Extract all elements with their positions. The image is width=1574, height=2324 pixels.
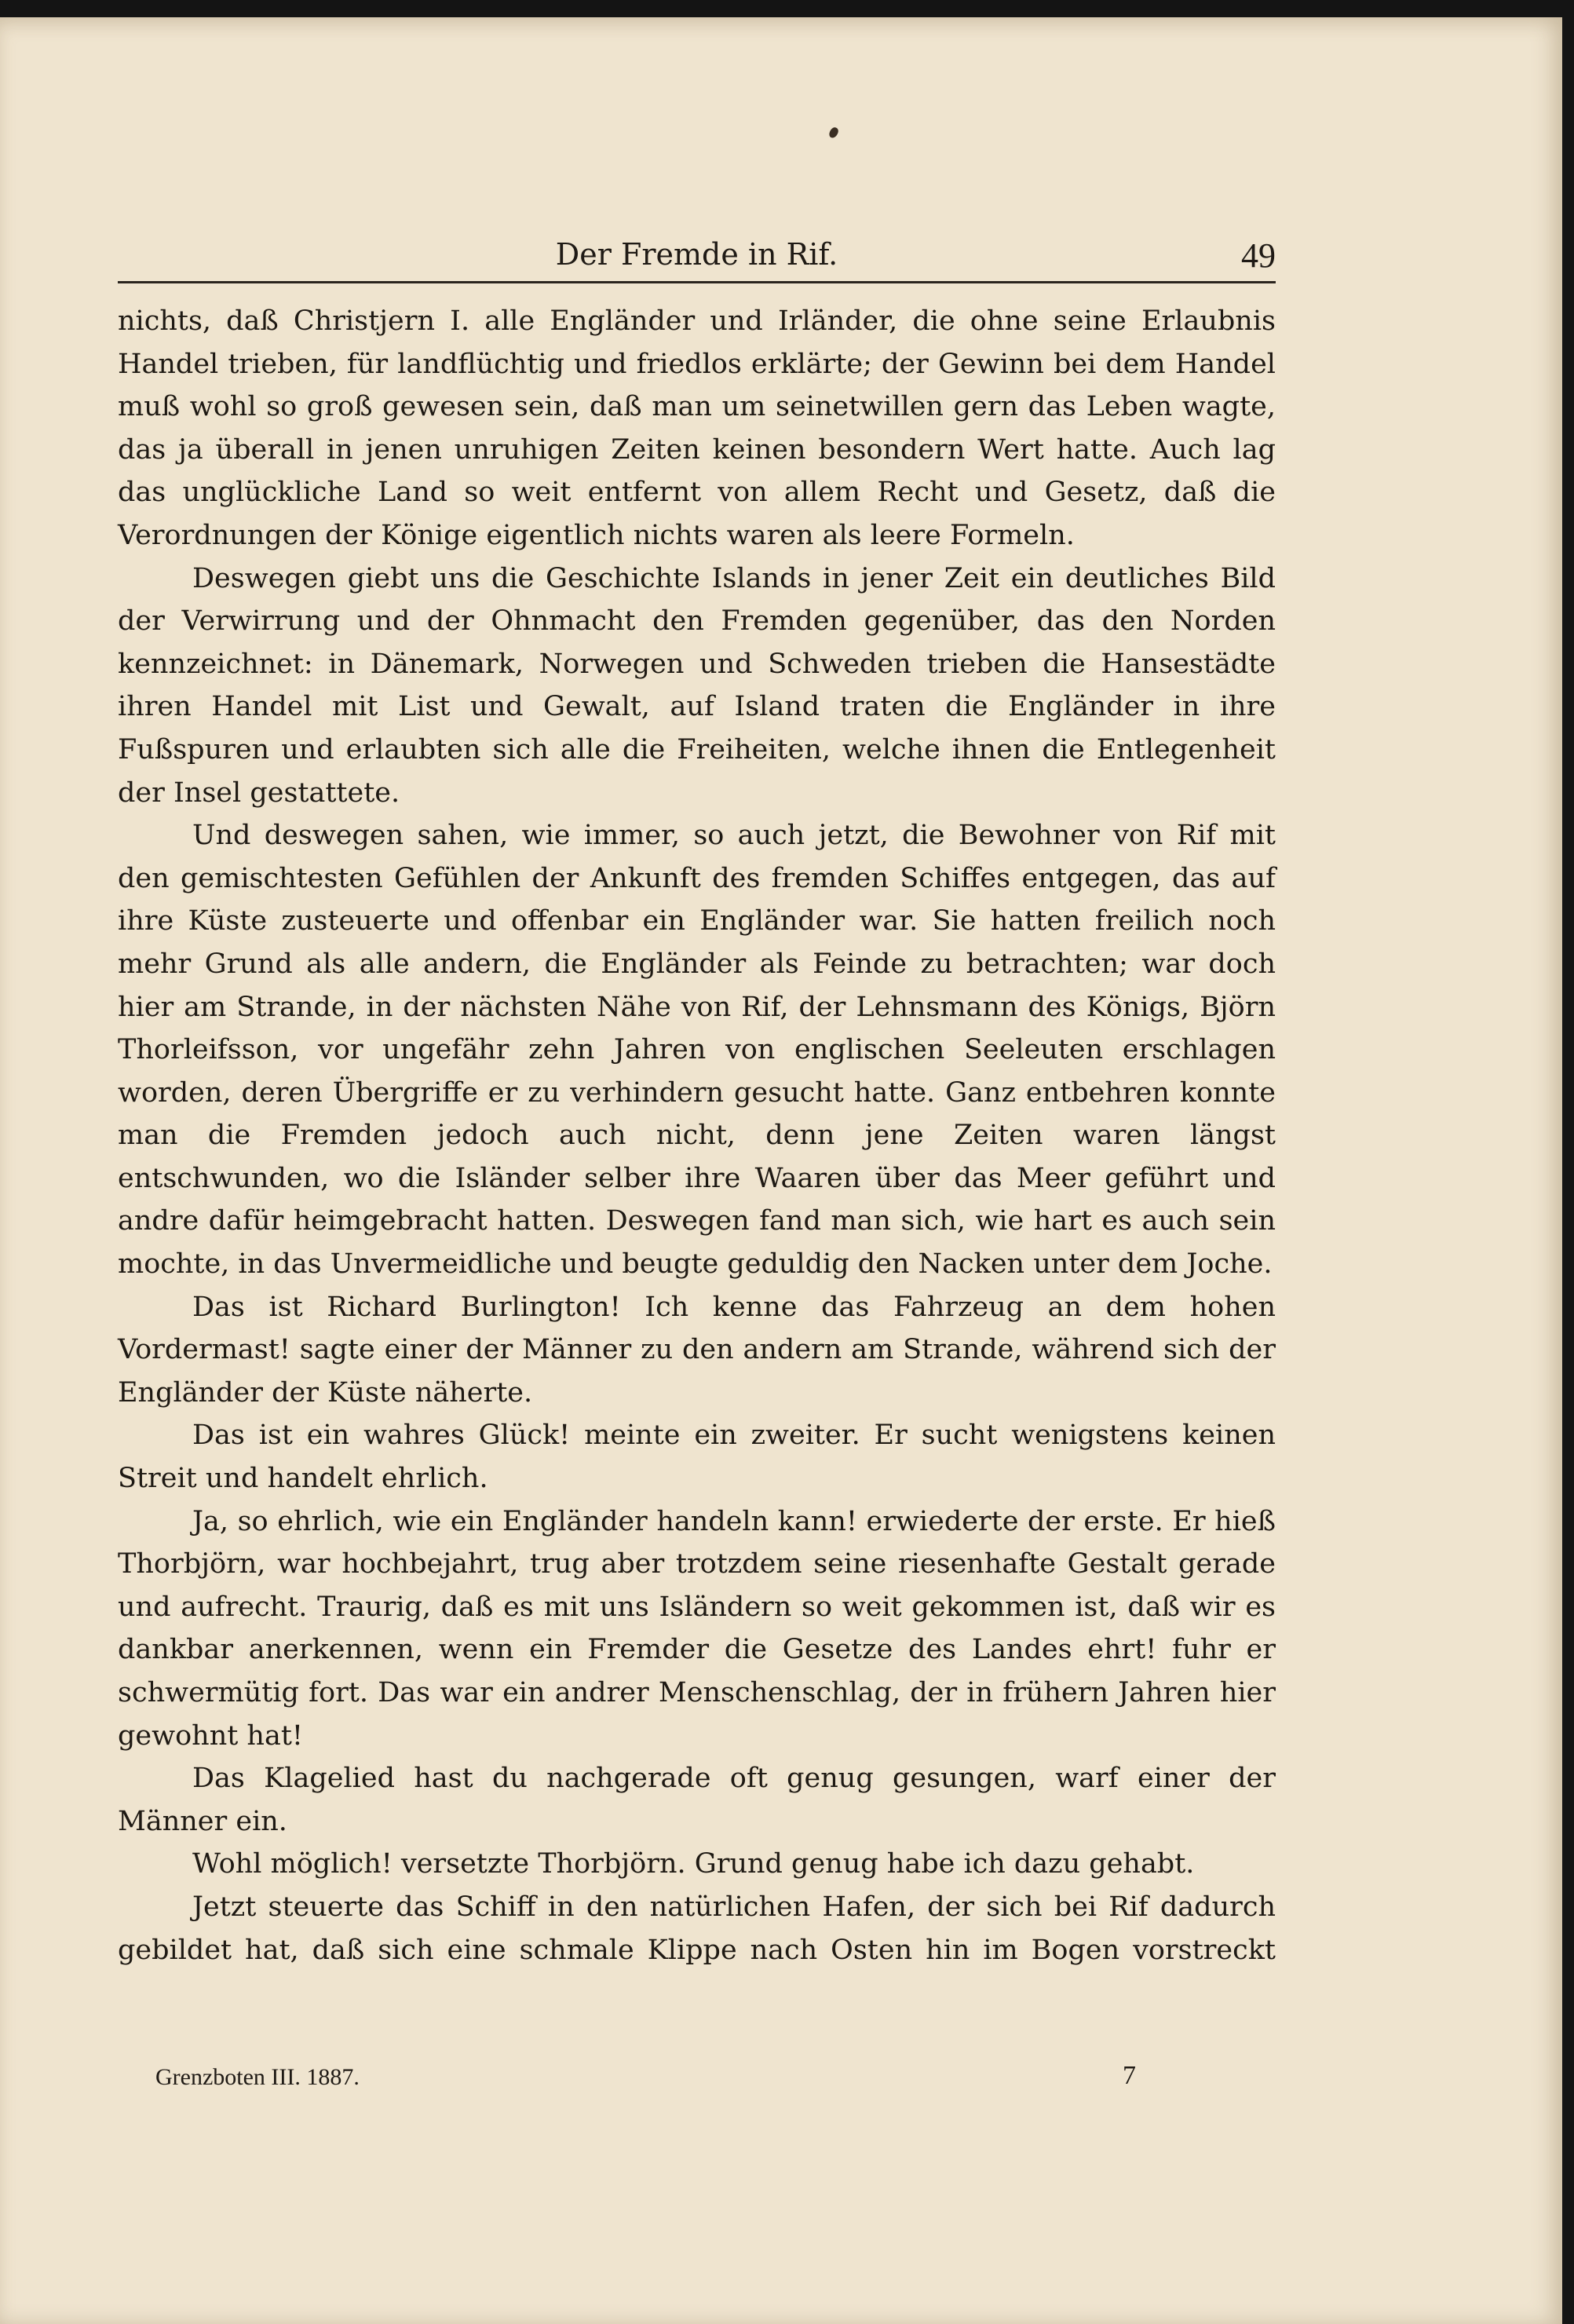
paragraph: Das ist ein wahres Glück! meinte ein zweiter. Er sucht wenigstens keinen Streit und handelt ehrlich. xyxy=(118,1420,1276,1495)
body-text xyxy=(118,300,1276,1971)
paragraph: Das Klagelied hast du nachgerade oft genug gesungen, warf einer der Männer ein. xyxy=(118,1763,1276,1837)
running-header xyxy=(118,234,1276,283)
ink-speck xyxy=(828,126,840,140)
paragraph: Das ist Richard Burlington! Ich kenne das Fahrzeug an dem hohen Vordermast! sagte einer der Männer zu den andern am Strande, während sich der Engländer der Küste näherte. xyxy=(118,1291,1276,1409)
signature-line: Grenzboten III. 1887. xyxy=(155,2064,360,2090)
running-title: Der Fremde in Rif. xyxy=(555,237,838,272)
sheet-number: 7 xyxy=(1123,2061,1136,2090)
page-footer xyxy=(118,2061,1276,2096)
paragraph: Deswegen giebt uns die Geschichte Islands in jener Zeit ein deutliches Bild der Verwirrung und der Ohnmacht den Fremden gegenüber, das den Norden kennzeichnet: in Dänemark, Norwegen und Schweden trieben die Hansestädte ihren Handel mit List und Gewalt, auf Island traten die Engländer in ihre Fußspuren und erlaubten sich alle die Freiheiten, welche ihnen die Entlegenheit der Insel gestattete. xyxy=(118,562,1276,809)
paragraph: Jetzt steuerte das Schiff in den natürlichen Hafen, der sich bei Rif dadurch gebildet hat, daß sich eine schmale Klippe nach Osten hin im Bogen vorstreckt xyxy=(118,1891,1276,1966)
page-number: 49 xyxy=(1241,236,1276,275)
paragraph: Ja, so ehrlich, wie ein Engländer handeln kann! erwiederte der erste. Er hieß Thorbjörn, war hochbejahrt, trug aber trotzdem seine riesenhafte Gestalt gerade und aufrecht. Traurig, daß es mit uns Isländern so weit gekommen ist, daß wir es dankbar anerkennen, wenn ein Fremder die Gesetze des Landes ehrt! fuhr er schwermütig fort. Das war ein andrer Menschenschlag, der in frühern Jahren hier gewohnt hat! xyxy=(118,1505,1276,1752)
paragraph: Wohl möglich! versetzte Thorbjörn. Grund genug habe ich dazu gehabt. xyxy=(192,1848,1195,1880)
book-page xyxy=(0,17,1562,2324)
paragraph: nichts, daß Christjern I. alle Engländer und Irländer, die ohne seine Erlaubnis Handel trieben, für landflüchtig und friedlos erklärte; der Gewinn bei dem Handel muß wohl so groß gewesen sein, daß man um seinetwillen gern das Leben wagte, das ja überall in jenen unruhigen Zeiten keinen besondern Wert hatte. Auch lag das unglückliche Land so weit entfernt von allem Recht und Gesetz, daß die Verordnungen der Könige eigentlich nichts waren als leere Formeln. xyxy=(118,305,1276,551)
paragraph: Und deswegen sahen, wie immer, so auch jetzt, die Bewohner von Rif mit den gemischtesten Gefühlen der Ankunft des fremden Schiffes entgegen, das auf ihre Küste zusteuerte und offenbar ein Engländer war. Sie hatten freilich noch mehr Grund als alle andern, die Engländer als Feinde zu betrachten; war doch hier am Strande, in der nächsten Nähe von Rif, der Lehnsmann des Königs, Björn Thorleifsson, vor ungefähr zehn Jahren von englischen Seeleuten erschlagen worden, deren Übergriffe er zu verhindern gesucht hatte. Ganz entbehren konnte man die Fremden jedoch auch nicht, denn jene Zeiten waren längst entschwunden, wo die Isländer selber ihre Waaren über das Meer geführt und andre dafür heimgebracht hatten. Deswegen fand man sich, wie hart es auch sein mochte, in das Unvermeidliche und beugte geduldig den Nacken unter dem Joche. xyxy=(118,820,1276,1281)
